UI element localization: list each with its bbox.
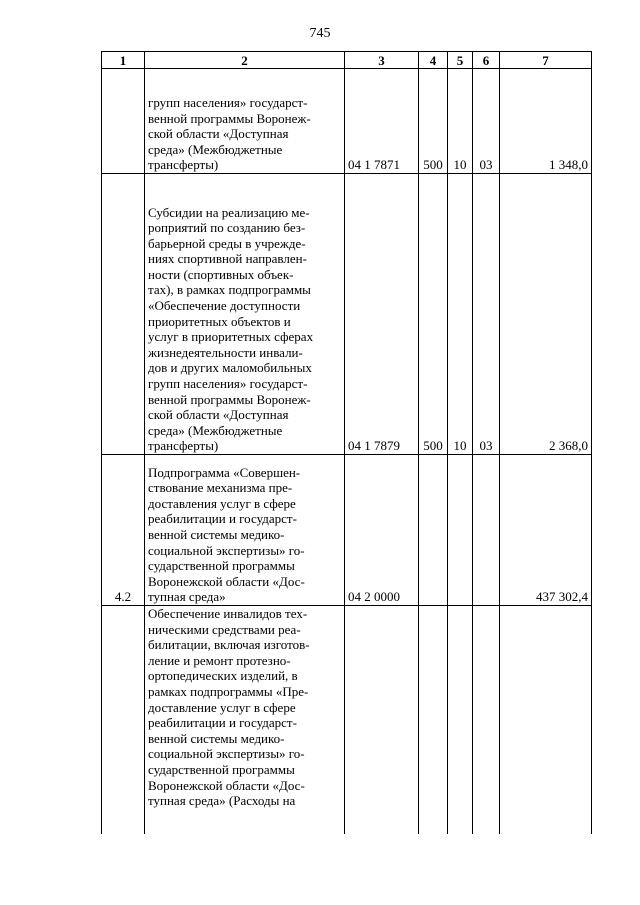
- row-name-line: венной системы медико-: [148, 527, 285, 543]
- row-code: 04 1 7879: [345, 174, 419, 455]
- row-name-line: доставление услуг в сфере: [148, 699, 296, 715]
- row-name-line: ности (спортивных объек-: [148, 266, 294, 282]
- row-name-line: венной программы Воронеж-: [148, 391, 311, 407]
- row-name-line: доставления услуг в сфере: [148, 495, 296, 511]
- row-name-line: приоритетных объектов и: [148, 313, 291, 329]
- row-name-line: барьерной среды в учрежде-: [148, 235, 306, 251]
- row-name-line: Воронежской области «Дос-: [148, 573, 305, 589]
- row-name-line: среда» (Межбюджетные: [148, 141, 283, 157]
- row-code: 04 1 7871: [345, 69, 419, 174]
- column-header-6: 6: [473, 52, 500, 69]
- row-name-line: тупная среда» (Расходы на: [148, 793, 296, 809]
- row-name: [145, 174, 345, 455]
- row-col4: 500: [419, 174, 448, 455]
- column-header-2: 2: [145, 52, 345, 69]
- row-name: [145, 69, 345, 174]
- row-name-line: реабилитации и государст-: [148, 715, 297, 731]
- row-name-line: ортопедических изделий, в: [148, 668, 298, 684]
- column-header-7: 7: [500, 52, 592, 69]
- row-name-line: ническими средствами реа-: [148, 621, 301, 637]
- table-row: [102, 174, 592, 455]
- row-amount: 437 302,4: [500, 455, 592, 606]
- row-name-line: социальной экспертизы» го-: [148, 746, 305, 762]
- row-number: [102, 174, 145, 455]
- row-name-line: сударственной программы: [148, 761, 295, 777]
- row-name-line: среда» (Межбюджетные: [148, 422, 283, 438]
- row-name-line: услуг в приоритетных сферах: [148, 329, 314, 345]
- budget-table: [101, 51, 592, 834]
- row-amount: 2 368,0: [500, 174, 592, 455]
- row-col5: 10: [448, 69, 473, 174]
- row-name-line: «Обеспечение доступности: [148, 298, 301, 314]
- table-header-row: [102, 52, 592, 69]
- row-col5: [448, 606, 473, 835]
- row-name-line: ской области «Доступная: [148, 407, 289, 423]
- row-name-line: роприятий по созданию без-: [148, 220, 306, 236]
- row-col4: 500: [419, 69, 448, 174]
- column-header-5: 5: [448, 52, 473, 69]
- page-number: 745: [309, 26, 331, 41]
- row-col4: [419, 455, 448, 606]
- row-col5: 10: [448, 174, 473, 455]
- row-code: [345, 606, 419, 835]
- row-name-line: сударственной программы: [148, 558, 295, 574]
- row-name-line: ствование механизма пре-: [148, 480, 293, 496]
- table-row: [102, 606, 592, 835]
- column-header-4: 4: [419, 52, 448, 69]
- row-name-line: ление и ремонт протезно-: [148, 652, 291, 668]
- row-name-line: ниях спортивной направлен-: [148, 251, 307, 267]
- table-row: [102, 455, 592, 606]
- row-name-line: групп населения» государст-: [148, 376, 308, 392]
- row-name-line: жизнедеятельности инвали-: [148, 344, 303, 360]
- row-col5: [448, 455, 473, 606]
- row-name: [145, 606, 345, 835]
- row-name-line: рамках подпрограммы «Пре-: [148, 683, 309, 699]
- row-name-line: трансферты): [148, 157, 219, 173]
- row-name-line: Воронежской области «Дос-: [148, 777, 305, 793]
- row-name-line: социальной экспертизы» го-: [148, 542, 305, 558]
- row-name-line: Обеспечение инвалидов тех-: [148, 606, 308, 621]
- row-code: 04 2 0000: [345, 455, 419, 606]
- row-name-line: венной программы Воронеж-: [148, 110, 311, 126]
- row-number: [102, 69, 145, 174]
- row-col6: [473, 606, 500, 835]
- row-name-line: венной системы медико-: [148, 730, 285, 746]
- column-header-1: 1: [102, 52, 145, 69]
- row-name-line: групп населения» государст-: [148, 95, 308, 111]
- row-name-line: трансферты): [148, 438, 219, 454]
- row-col4: [419, 606, 448, 835]
- table-row: [102, 69, 592, 174]
- row-name: [145, 455, 345, 606]
- row-number: [102, 606, 145, 835]
- row-name-line: Подпрограмма «Совершен-: [148, 464, 301, 480]
- row-name-line: дов и других маломобильных: [148, 360, 312, 376]
- row-col6: 03: [473, 174, 500, 455]
- row-name-line: билитации, включая изготов-: [148, 637, 310, 653]
- row-name-line: ской области «Доступная: [148, 126, 289, 142]
- row-name-line: тах), в рамках подпрограммы: [148, 282, 311, 298]
- row-name-line: Субсидии на реализацию ме-: [148, 204, 310, 220]
- row-name-line: тупная среда»: [148, 589, 226, 605]
- row-col6: 03: [473, 69, 500, 174]
- row-amount: 1 348,0: [500, 69, 592, 174]
- column-header-3: 3: [345, 52, 419, 69]
- row-amount: [500, 606, 592, 835]
- row-name-line: реабилитации и государст-: [148, 511, 297, 527]
- row-number: 4.2: [102, 455, 145, 606]
- row-col6: [473, 455, 500, 606]
